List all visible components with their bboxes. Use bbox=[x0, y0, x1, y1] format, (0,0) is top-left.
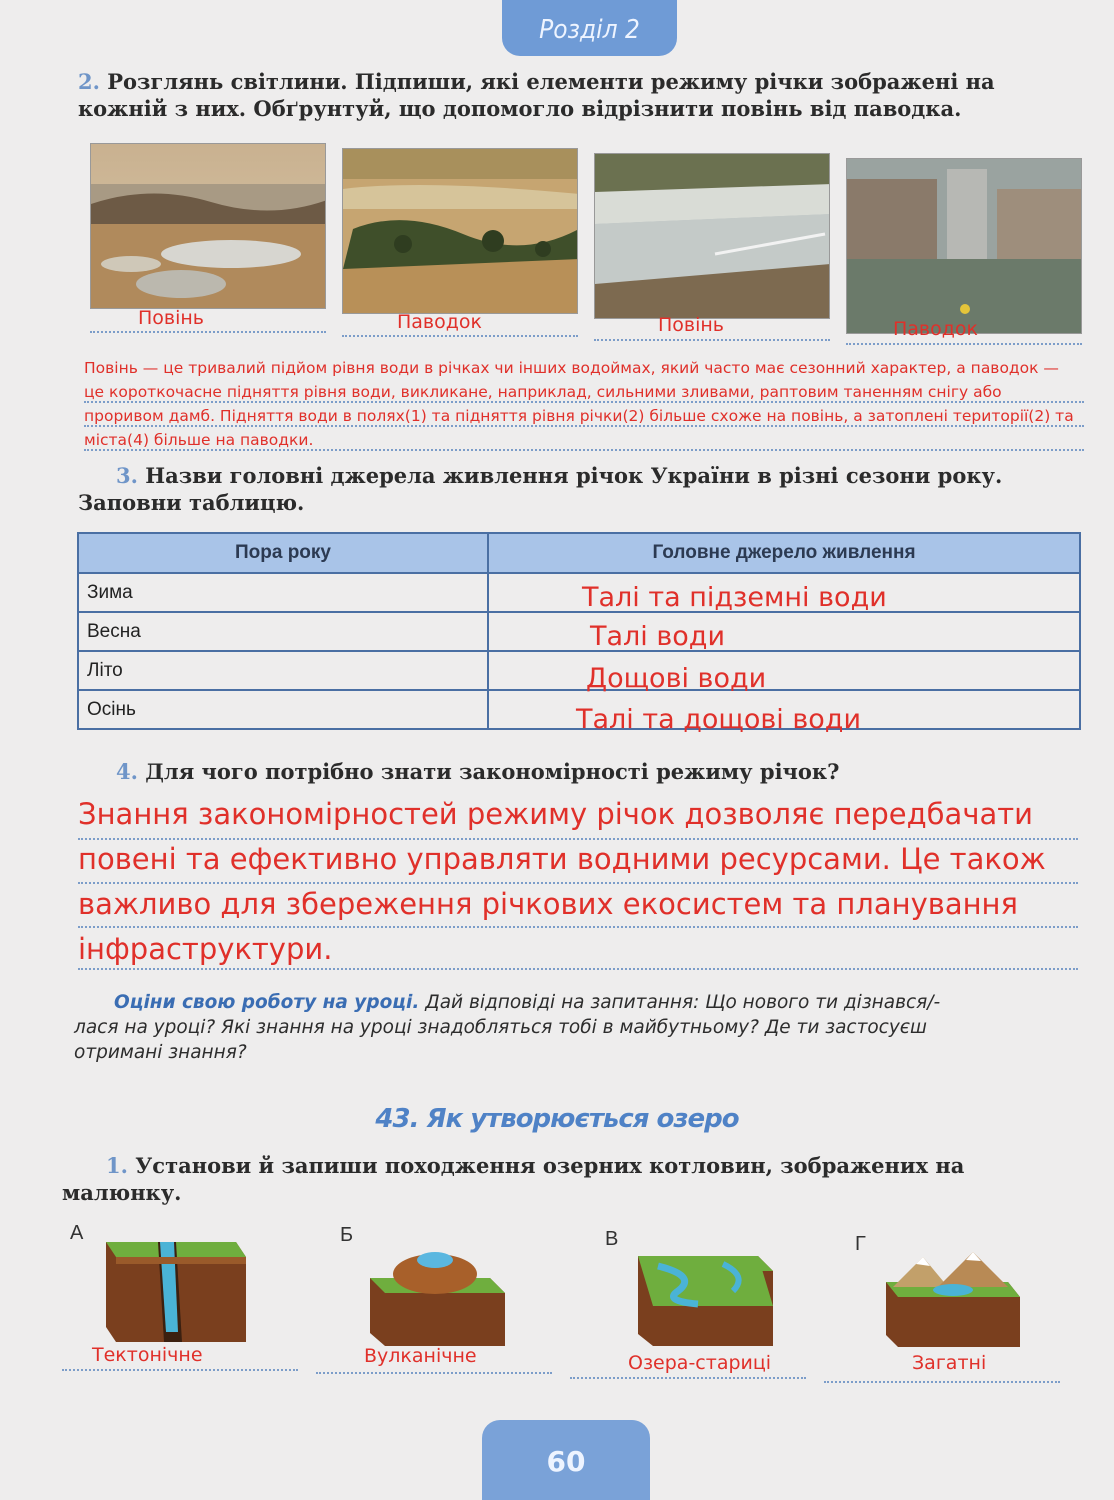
table-answer-autumn: Талі та дощові води bbox=[576, 704, 862, 735]
diagram-answer-b: Вулканічне bbox=[364, 1345, 477, 1367]
task2-explanation bbox=[84, 356, 1110, 452]
season-cell: Весна bbox=[78, 612, 488, 651]
answer-line bbox=[90, 331, 326, 333]
self-assessment-line1: Дай відповіді на запитання: Що нового ти дізнався/- bbox=[419, 992, 941, 1013]
answer-line-text: інфраструктури. bbox=[78, 932, 333, 966]
answer-line bbox=[84, 401, 1084, 403]
photo-1 bbox=[90, 143, 326, 309]
diagram-letter-b: Б bbox=[340, 1224, 354, 1246]
explanation-line: Повінь — це тривалий підйом рівня води в річках чи інших водоймах, який часто має сезонний характер, а паводок — bbox=[84, 359, 1059, 377]
oxbow-lake-diagram bbox=[628, 1246, 778, 1351]
task2-line1: Розглянь світлини. Підпиши, які елементи режиму річки зображені на bbox=[107, 69, 995, 94]
photo-4 bbox=[846, 158, 1082, 334]
season-cell: Осінь bbox=[78, 690, 488, 729]
answer-line-text: повені та ефективно управляти водними ресурсами. Це також bbox=[78, 842, 1046, 876]
answer-line bbox=[78, 926, 1078, 928]
table-row bbox=[78, 612, 1080, 651]
season-cell: Зима bbox=[78, 573, 488, 612]
answer-line bbox=[824, 1381, 1060, 1383]
photo-2 bbox=[342, 148, 578, 314]
volcanic-lake-diagram bbox=[360, 1238, 510, 1348]
answer-line-text: важливо для збереження річкових екосистем та планування bbox=[78, 887, 1018, 921]
lesson-task1-line1: Установи й запиши походження озерних котловин, зображених на bbox=[135, 1153, 965, 1178]
photo-label-3: Повінь bbox=[658, 314, 725, 336]
self-assessment-line3: отримані знання? bbox=[74, 1042, 247, 1063]
answer-line bbox=[594, 339, 830, 341]
answer-line bbox=[62, 1369, 298, 1371]
diagram-letter-v: В bbox=[605, 1228, 619, 1250]
photo-label-4: Паводок bbox=[893, 318, 978, 340]
table-header-season: Пора року bbox=[78, 533, 488, 573]
task3-line2: Заповни таблицю. bbox=[78, 490, 305, 515]
task4-text: Для чого потрібно знати закономірності режиму річок? bbox=[145, 759, 840, 784]
table-answer-winter: Талі та підземні води bbox=[582, 582, 887, 613]
answer-cell bbox=[488, 651, 1080, 690]
answer-line bbox=[846, 343, 1082, 345]
answer-line bbox=[570, 1377, 806, 1379]
answer-line bbox=[78, 838, 1078, 840]
photo-label-1: Повінь bbox=[138, 307, 205, 329]
self-assessment-line2: лася на уроці? Які знання на уроці знадобляться тобі в майбутньому? Де ти застосуєш bbox=[74, 1017, 927, 1038]
seasons-table bbox=[77, 532, 1081, 730]
answer-cell bbox=[488, 612, 1080, 651]
task4-number: 4. bbox=[116, 759, 138, 784]
lesson-task1-line2: малюнку. bbox=[62, 1180, 182, 1205]
diagram-letter-g: Г bbox=[855, 1233, 866, 1255]
task3-prompt bbox=[78, 462, 1088, 516]
answer-line bbox=[342, 335, 578, 337]
task2-number: 2. bbox=[78, 69, 100, 94]
page-number: 60 bbox=[482, 1420, 650, 1500]
task2-prompt bbox=[78, 68, 1078, 122]
tectonic-lake-diagram bbox=[96, 1222, 246, 1347]
photo-3 bbox=[594, 153, 830, 319]
table-row bbox=[78, 573, 1080, 612]
answer-line bbox=[78, 882, 1078, 884]
lesson-task1-number: 1. bbox=[106, 1153, 128, 1178]
table-header-source: Головне джерело живлення bbox=[488, 533, 1080, 573]
diagram-answer-g: Загатні bbox=[912, 1352, 987, 1374]
explanation-line: міста(4) більше на паводки. bbox=[84, 431, 314, 449]
explanation-line: це короткочасне підняття рівня води, викликане, наприклад, сильними зливами, раптовим таненням снігу або bbox=[84, 383, 1002, 401]
diagram-letter-a: А bbox=[70, 1222, 84, 1244]
lesson-title: 43. Як утворюється озеро bbox=[375, 1104, 739, 1134]
diagram-answer-a: Тектонічне bbox=[92, 1344, 203, 1366]
explanation-line: проривом дамб. Підняття води в полях(1) та підняття рівня річки(2) більше схоже на повінь, а затоплені території(2) та bbox=[84, 407, 1074, 425]
section-tab: Розділ 2 bbox=[502, 0, 677, 56]
lesson-task1-prompt bbox=[62, 1152, 1072, 1206]
self-assessment bbox=[74, 990, 1084, 1065]
task3-line1: Назви головні джерела живлення річок України в різні сезони року. bbox=[145, 463, 1003, 488]
season-cell: Літо bbox=[78, 651, 488, 690]
table-row bbox=[78, 651, 1080, 690]
task3-number: 3. bbox=[116, 463, 138, 488]
table-answer-summer: Дощові води bbox=[586, 663, 767, 694]
answer-line bbox=[78, 968, 1078, 970]
answer-line bbox=[316, 1372, 552, 1374]
answer-line bbox=[84, 425, 1084, 427]
photo-label-2: Паводок bbox=[397, 311, 482, 333]
task4-prompt bbox=[116, 758, 1076, 785]
answer-line bbox=[84, 449, 1084, 451]
table-answer-spring: Талі води bbox=[590, 621, 726, 652]
diagram-answer-v: Озера-стариці bbox=[628, 1352, 772, 1374]
answer-line-text: Знання закономірностей режиму річок дозволяє передбачати bbox=[78, 797, 1033, 831]
dammed-lake-diagram bbox=[878, 1252, 1028, 1352]
task2-line2: кожній з них. Обґрунтуй, що допомогло відрізнити повінь від паводка. bbox=[78, 96, 962, 121]
self-assessment-lead: Оціни свою роботу на уроці. bbox=[114, 992, 420, 1013]
